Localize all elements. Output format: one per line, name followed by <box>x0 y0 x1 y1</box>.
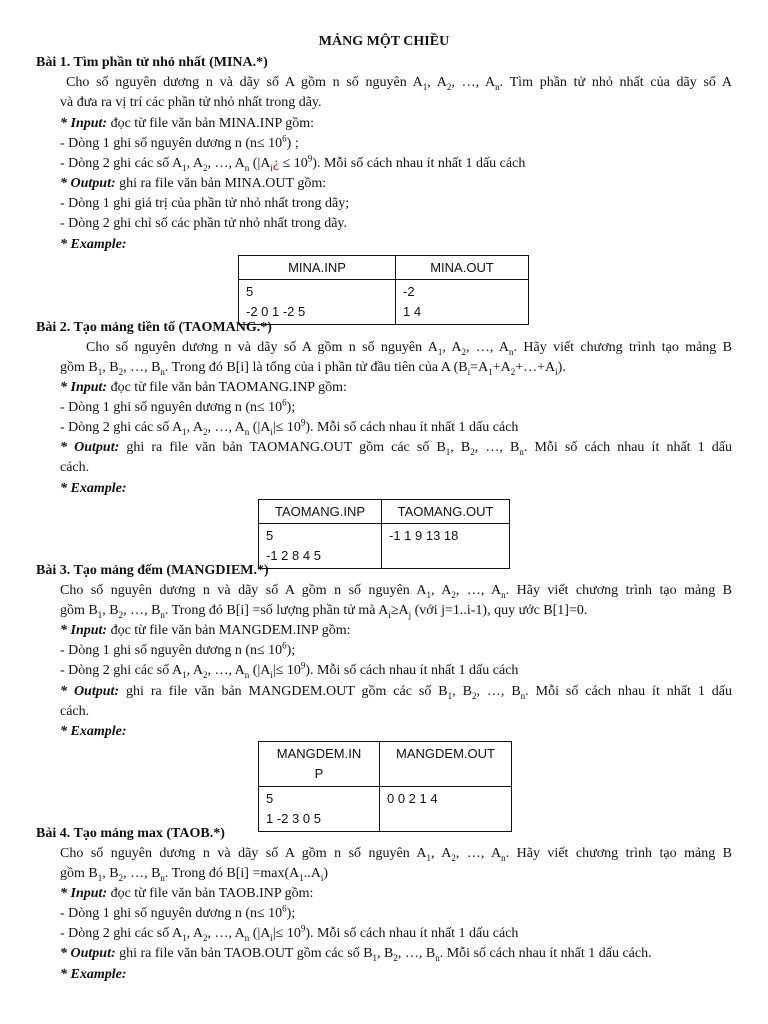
table-header-input: MINA.INP <box>239 256 396 280</box>
table-cell-output: -2 1 4 <box>396 280 529 325</box>
problem-1-input-row2: - Dòng 2 ghi các số $A_1$, $A_2$, …, $A_n$ $(|A_i¿ \le 10^9)$. Mỗi số cách nhau ít nhất 1 dấu cách <box>60 153 526 173</box>
problem-1-intro-line2: và đưa ra vị trí các phần tử nhỏ nhất trong dãy. <box>60 95 322 110</box>
problem-4-output: * Output: ghi ra file văn bản TAOB.OUT gồm các số $B_1$, $B_2$, …, $B_n$. Mỗi số cách nhau ít nhất 1 dấu cách. <box>60 946 652 963</box>
table-header-input: TAOMANG.INP <box>259 500 382 524</box>
table-header-output: MANGDEM.OUT <box>380 742 512 787</box>
problem-1-output-row2: - Dòng 2 ghi chỉ số các phần tử nhỏ nhất trong dãy. <box>60 216 348 231</box>
problem-4-example-label: * Example: <box>60 967 127 982</box>
problem-1-example-table <box>238 255 529 325</box>
page-title: MẢNG MỘT CHIỀU <box>318 34 450 49</box>
problem-2-input-row2: - Dòng 2 ghi các số $A_1$, $A_2$, …, $A_n$ $(|A_i|\le 10^9)$. Mỗi số cách nhau ít nhất 1 dấu cách <box>60 417 519 437</box>
problem-3-output: * Output: ghi ra file văn bản MANGDEM.OUT gồm các số $B_1$, $B_2$, …, $B_n$. Mỗi số cách nhau ít nhất 1 dấu <box>60 684 732 701</box>
problem-2-output: * Output: ghi ra file văn bản TAOMANG.OUT gồm các số $B_1$, $B_2$, …, $B_n$. Mỗi số cách nhau ít nhất 1 dấu <box>60 440 732 457</box>
table-header-input: MANGDEM.IN P <box>259 742 380 787</box>
table-cell-input: 5 1 -2 3 0 5 <box>259 787 380 832</box>
problem-2-intro: Cho số nguyên dương n và dãy số A gồm n số nguyên $A_1$, $A_2$, …, $A_n$. Hãy viết chương trình tạo mảng B <box>86 340 732 357</box>
problem-1-example-label: * Example: <box>60 237 127 252</box>
problem-1-input-row1: - Dòng 1 ghi số nguyên dương n $(n\le 10^6)$ ; <box>60 133 299 151</box>
problem-2-example-label: * Example: <box>60 481 127 496</box>
problem-2-example-table <box>258 499 510 569</box>
problem-2-input: * Input: đọc từ file văn bản TAOMANG.INP gồm: <box>60 380 347 395</box>
problem-3-example-table <box>258 741 512 832</box>
problem-4-intro-line2: gồm $B_1$, $B_2$, …, $B_n$. Trong đó $B[i] =\max(A_1..A_i)$ <box>60 866 329 883</box>
problem-3-input: * Input: đọc từ file văn bản MANGDEM.INP gồm: <box>60 623 351 638</box>
problem-4-heading: Bài 4. Tạo mảng max (TAOB.*) <box>36 826 225 841</box>
problem-3-input-row2: - Dòng 2 ghi các số $A_1$, $A_2$, …, $A_n$ $(|A_i|\le 10^9)$. Mỗi số cách nhau ít nhất 1 dấu cách <box>60 660 519 680</box>
problem-1-output: * Output: ghi ra file văn bản MINA.OUT gồm: <box>60 176 327 191</box>
table-header-output: MINA.OUT <box>396 256 529 280</box>
table-cell-output: 0 0 2 1 4 <box>380 787 512 832</box>
problem-4-input-row1: - Dòng 1 ghi số nguyên dương n $(n\le 10^6)$; <box>60 903 296 921</box>
problem-2-input-row1: - Dòng 1 ghi số nguyên dương n $(n\le 10^6)$; <box>60 397 296 415</box>
problem-2-heading: Bài 2. Tạo mảng tiền tố (TAOMANG.*) <box>36 320 272 335</box>
problem-3-intro-line2: gồm $B_1$, $B_2$, …, $B_n$. Trong đó B[i] =số lượng phần tử mà $A_i\ge A_j$ (với j=1..i-1), quy ước B[1]=0. <box>60 603 588 620</box>
problem-4-input-row2: - Dòng 2 ghi các số $A_1$, $A_2$, …, $A_n$ $(|A_i|\le 10^9)$. Mỗi số cách nhau ít nhất 1 dấu cách <box>60 923 519 943</box>
table-cell-output: -1 1 9 13 18 <box>382 524 510 569</box>
problem-3-example-label: * Example: <box>60 724 127 739</box>
problem-4-intro: Cho số nguyên dương n và dãy số A gồm n số nguyên $A_1$, $A_2$, …, $A_n$. Hãy viết chương trình tạo mảng B <box>60 846 733 863</box>
problem-1-heading: Bài 1. Tìm phần tử nhỏ nhất (MINA.*) <box>36 55 268 70</box>
problem-2-output-line2: cách. <box>60 460 90 475</box>
problem-3-intro: Cho số nguyên dương n và dãy số A gồm n số nguyên $A_1$, $A_2$, …, $A_n$. Hãy viết chương trình tạo mảng B <box>60 583 733 600</box>
problem-1-input: * Input: đọc từ file văn bản MINA.INP gồm: <box>60 116 315 131</box>
problem-1-output-row1: - Dòng 1 ghi giá trị của phần tử nhỏ nhất trong dãy; <box>60 196 350 211</box>
table-cell-input: 5 -2 0 1 -2 5 <box>239 280 396 325</box>
problem-3-output-line2: cách. <box>60 704 90 719</box>
problem-3-heading: Bài 3. Tạo mảng đếm (MANGDIEM.*) <box>36 563 269 578</box>
problem-3-input-row1: - Dòng 1 ghi số nguyên dương n $(n\le 10^6)$; <box>60 640 296 658</box>
table-header-output: TAOMANG.OUT <box>382 500 510 524</box>
table-cell-input: 5 -1 2 8 4 5 <box>259 524 382 569</box>
problem-2-intro-line2: gồm $B_1$, $B_2$, …, $B_n$. Trong đó B[i] là tổng của i phần tử đầu tiên của A $(B_i=A_1+A_2+\dots+A_i)$. <box>60 360 566 377</box>
problem-4-input: * Input: đọc từ file văn bản TAOB.INP gồm: <box>60 886 314 901</box>
problem-1-intro: Cho số nguyên dương n và dãy số A gồm n số nguyên $A_1$, $A_2$, …, $A_n$. Tìm phần tử nhỏ nhất của dãy số A <box>66 75 732 92</box>
